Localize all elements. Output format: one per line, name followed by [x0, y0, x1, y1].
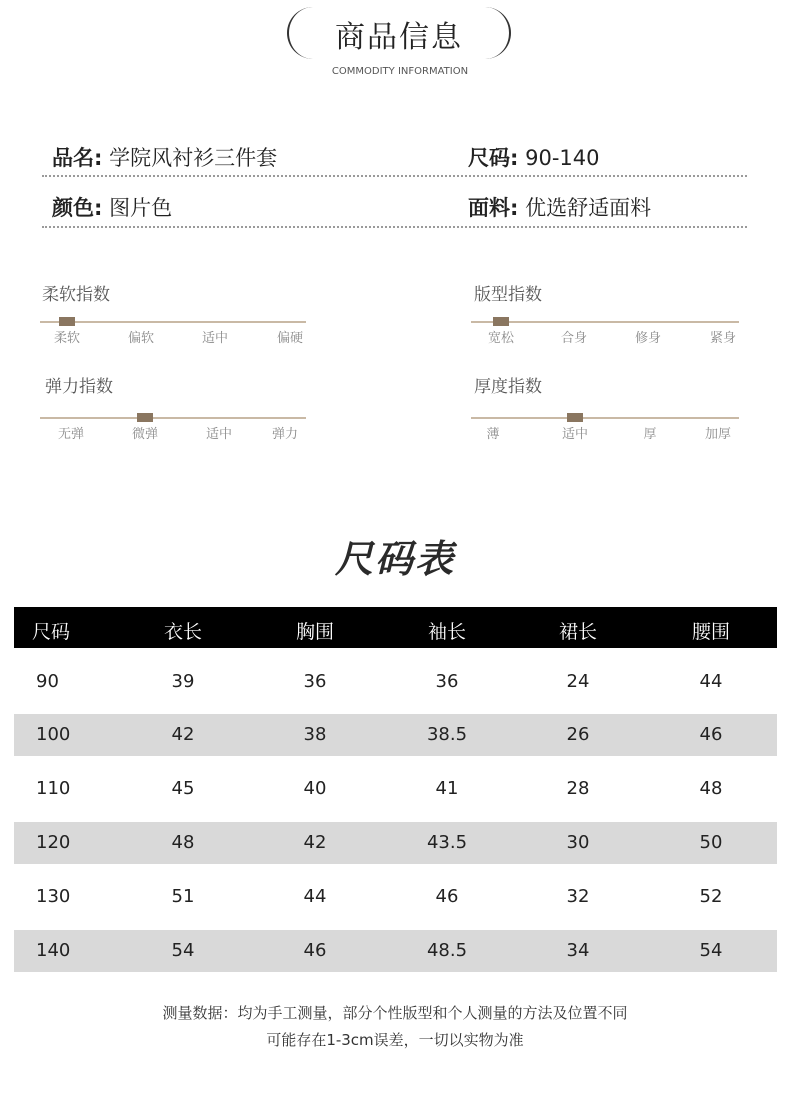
table-cell: 42 [303, 832, 327, 853]
product-name-value: 学院风衬衫三件套 [109, 146, 278, 170]
divider [42, 226, 747, 228]
table-header-cell: 尺码 [32, 621, 71, 643]
page-subtitle: COMMODITY INFORMATION [331, 66, 469, 77]
index-label: 弹力指数 [45, 377, 113, 397]
index-option: 合身 [560, 331, 587, 346]
table-cell: 43.5 [426, 832, 468, 853]
table-cell: 40 [303, 778, 327, 799]
table-cell: 38 [303, 724, 327, 745]
table-header-cell: 胸围 [295, 621, 334, 643]
table-header-cell: 衣长 [163, 621, 202, 643]
index-option: 紧身 [709, 331, 736, 346]
index-option: 弹力 [271, 427, 298, 442]
index-option: 厚 [643, 427, 657, 442]
table-cell: 42 [171, 724, 195, 745]
table-cell: 30 [566, 832, 590, 853]
table-cell: 28 [566, 778, 590, 799]
table-cell: 50 [699, 832, 723, 853]
product-fabric-label: 面料: [468, 196, 519, 220]
table-cell: 54 [699, 940, 723, 961]
table-cell: 48.5 [426, 940, 468, 961]
index-track [40, 417, 306, 419]
table-header-cell: 腰围 [691, 621, 730, 643]
table-cell: 36 [435, 671, 459, 692]
table-cell: 46 [699, 724, 723, 745]
index-marker [493, 317, 509, 326]
product-fabric [468, 192, 651, 222]
index-label: 版型指数 [474, 285, 542, 305]
product-color-value: 图片色 [109, 196, 173, 220]
product-size-label: 尺码: [468, 146, 519, 170]
table-cell: 48 [699, 778, 723, 799]
table-cell: 46 [303, 940, 327, 961]
index-label: 柔软指数 [42, 285, 110, 305]
table-cell: 38.5 [426, 724, 468, 745]
table-cell: 52 [699, 886, 723, 907]
index-option: 适中 [561, 427, 588, 442]
product-fabric-value: 优选舒适面料 [525, 196, 652, 220]
index-option: 微弹 [131, 427, 158, 442]
table-cell: 51 [171, 886, 195, 907]
index-option: 修身 [634, 331, 661, 346]
page-title: 商品信息 [335, 20, 463, 55]
index-marker [137, 413, 153, 422]
index-option: 无弹 [57, 427, 84, 442]
table-cell: 110 [36, 778, 71, 799]
index-option: 偏硬 [276, 331, 303, 346]
table-cell: 48 [171, 832, 195, 853]
divider [42, 175, 747, 177]
table-cell: 36 [303, 671, 327, 692]
index-track [471, 417, 739, 419]
index-track [471, 321, 739, 323]
table-cell: 120 [36, 832, 71, 853]
product-size [468, 142, 599, 172]
table-header-cell: 袖长 [427, 621, 466, 643]
table-header-cell: 裙长 [558, 621, 597, 643]
table-cell: 39 [171, 671, 195, 692]
size-chart-title: 尺码表 [334, 537, 455, 581]
index-label: 厚度指数 [474, 377, 542, 397]
product-color-label: 颜色: [52, 196, 103, 220]
table-cell: 140 [36, 940, 71, 961]
table-cell: 32 [566, 886, 590, 907]
table-cell: 24 [566, 671, 590, 692]
product-size-value: 90-140 [525, 146, 600, 170]
index-option: 加厚 [704, 427, 731, 442]
table-cell: 26 [566, 724, 590, 745]
index-option: 偏软 [127, 331, 154, 346]
error-note: 可能存在1-3cm误差，一切以实物为准 [266, 1031, 524, 1049]
table-cell: 45 [171, 778, 195, 799]
index-option: 适中 [201, 331, 228, 346]
table-cell: 100 [36, 724, 71, 745]
table-cell: 41 [435, 778, 459, 799]
product-name-label: 品名: [52, 146, 103, 170]
index-option: 薄 [486, 427, 500, 442]
table-cell: 90 [36, 671, 59, 692]
table-cell: 34 [566, 940, 590, 961]
index-option: 适中 [205, 427, 232, 442]
index-option: 宽松 [487, 331, 514, 346]
product-name [52, 142, 277, 172]
index-marker [59, 317, 75, 326]
table-cell: 44 [303, 886, 327, 907]
table-cell: 54 [171, 940, 195, 961]
index-track [40, 321, 306, 323]
table-cell: 130 [36, 886, 71, 907]
table-cell: 44 [699, 671, 723, 692]
index-option: 柔软 [53, 331, 80, 346]
measurement-note: 测量数据：均为手工测量，部分个性版型和个人测量的方法及位置不同 [162, 1004, 628, 1022]
index-marker [567, 413, 583, 422]
product-color [52, 192, 172, 222]
table-cell: 46 [435, 886, 459, 907]
